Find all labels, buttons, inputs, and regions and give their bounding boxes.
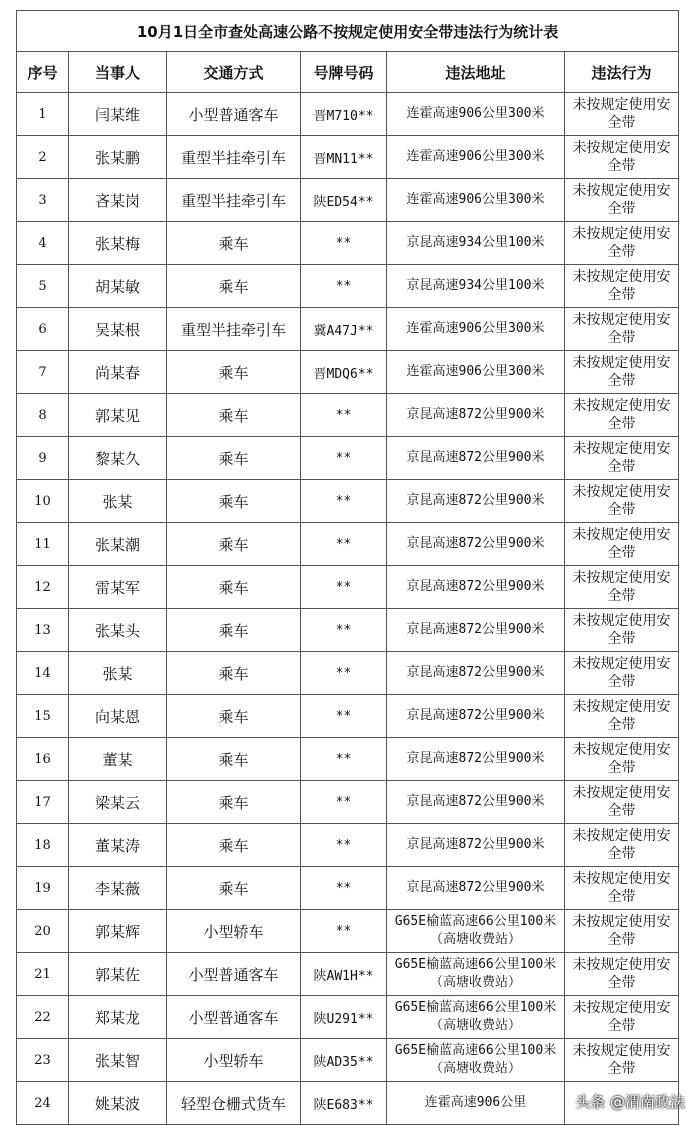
cell-party: 向某恩	[69, 695, 167, 738]
cell-mode: 小型轿车	[167, 1039, 301, 1082]
cell-plate: **	[301, 609, 387, 652]
cell-location: 连霍高速906公里300米	[387, 93, 565, 136]
cell-location: 京昆高速872公里900米	[387, 738, 565, 781]
cell-location: 京昆高速872公里900米	[387, 394, 565, 437]
cell-location: G65E榆蓝高速66公里100米（高塘收费站）	[387, 910, 565, 953]
cell-behavior: 未按规定使用安全带	[565, 351, 679, 394]
watermark: 头条 @渭南政法	[575, 1093, 685, 1111]
cell-behavior: 未按规定使用安全带	[565, 437, 679, 480]
cell-party: 李某薇	[69, 867, 167, 910]
cell-plate: **	[301, 222, 387, 265]
cell-index: 13	[17, 609, 69, 652]
table-row	[17, 1039, 679, 1082]
cell-mode: 乘车	[167, 609, 301, 652]
cell-plate: 晋MN11**	[301, 136, 387, 179]
table-row	[17, 652, 679, 695]
table-row	[17, 738, 679, 781]
cell-party: 董某涛	[69, 824, 167, 867]
cell-party: 胡某敏	[69, 265, 167, 308]
cell-behavior: 未按规定使用安全带	[565, 222, 679, 265]
cell-party: 张某	[69, 652, 167, 695]
cell-location: 京昆高速872公里900米	[387, 867, 565, 910]
cell-index: 3	[17, 179, 69, 222]
cell-mode: 轻型仓栅式货车	[167, 1082, 301, 1125]
cell-behavior: 未按规定使用安全带	[565, 695, 679, 738]
header-index: 序号	[17, 52, 69, 93]
header-row	[17, 52, 679, 93]
table-row	[17, 695, 679, 738]
cell-index: 24	[17, 1082, 69, 1125]
cell-index: 14	[17, 652, 69, 695]
violation-table	[16, 10, 679, 1125]
cell-index: 4	[17, 222, 69, 265]
cell-index: 6	[17, 308, 69, 351]
cell-plate: **	[301, 781, 387, 824]
header-mode: 交通方式	[167, 52, 301, 93]
cell-behavior: 未按规定使用安全带	[565, 93, 679, 136]
cell-mode: 乘车	[167, 394, 301, 437]
cell-behavior: 未按规定使用安全带	[565, 824, 679, 867]
cell-party: 姚某波	[69, 1082, 167, 1125]
cell-party: 张某头	[69, 609, 167, 652]
cell-plate: 陕AW1H**	[301, 953, 387, 996]
cell-plate: 陕E683**	[301, 1082, 387, 1125]
cell-plate: **	[301, 695, 387, 738]
cell-location: G65E榆蓝高速66公里100米（高塘收费站）	[387, 1039, 565, 1082]
cell-location: 京昆高速872公里900米	[387, 437, 565, 480]
table-row	[17, 953, 679, 996]
cell-behavior: 未按规定使用安全带	[565, 394, 679, 437]
cell-index: 11	[17, 523, 69, 566]
cell-location: 京昆高速872公里900米	[387, 695, 565, 738]
cell-index: 22	[17, 996, 69, 1039]
cell-location: 连霍高速906公里300米	[387, 136, 565, 179]
cell-mode: 乘车	[167, 480, 301, 523]
cell-mode: 乘车	[167, 437, 301, 480]
cell-index: 1	[17, 93, 69, 136]
cell-index: 2	[17, 136, 69, 179]
cell-location: 京昆高速872公里900米	[387, 480, 565, 523]
cell-location: 京昆高速872公里900米	[387, 566, 565, 609]
cell-index: 17	[17, 781, 69, 824]
table-row	[17, 523, 679, 566]
cell-plate: **	[301, 738, 387, 781]
cell-index: 18	[17, 824, 69, 867]
table-row	[17, 351, 679, 394]
cell-index: 23	[17, 1039, 69, 1082]
table-row	[17, 222, 679, 265]
cell-location: 连霍高速906公里	[387, 1082, 565, 1125]
cell-location: 京昆高速934公里100米	[387, 265, 565, 308]
table-row	[17, 867, 679, 910]
cell-mode: 乘车	[167, 265, 301, 308]
cell-behavior: 未按规定使用安全带	[565, 308, 679, 351]
cell-party: 吝某岗	[69, 179, 167, 222]
cell-index: 15	[17, 695, 69, 738]
cell-location: 京昆高速872公里900米	[387, 609, 565, 652]
cell-party: 张某鹏	[69, 136, 167, 179]
cell-plate: **	[301, 867, 387, 910]
cell-index: 12	[17, 566, 69, 609]
cell-party: 尚某春	[69, 351, 167, 394]
table-row	[17, 265, 679, 308]
table-row	[17, 566, 679, 609]
statistics-sheet	[16, 10, 678, 1125]
cell-mode: 乘车	[167, 351, 301, 394]
cell-party: 董某	[69, 738, 167, 781]
cell-mode: 乘车	[167, 566, 301, 609]
cell-plate: **	[301, 652, 387, 695]
cell-mode: 重型半挂牵引车	[167, 179, 301, 222]
cell-plate: **	[301, 824, 387, 867]
cell-plate: **	[301, 910, 387, 953]
cell-plate: 陕AD35**	[301, 1039, 387, 1082]
header-plate: 号牌号码	[301, 52, 387, 93]
table-row	[17, 996, 679, 1039]
cell-mode: 乘车	[167, 222, 301, 265]
cell-index: 8	[17, 394, 69, 437]
cell-party: 闫某维	[69, 93, 167, 136]
cell-behavior: 未按规定使用安全带	[565, 1039, 679, 1082]
cell-behavior: 未按规定使用安全带	[565, 265, 679, 308]
cell-index: 5	[17, 265, 69, 308]
cell-mode: 小型普通客车	[167, 996, 301, 1039]
cell-behavior: 未按规定使用安全带	[565, 996, 679, 1039]
cell-plate: **	[301, 523, 387, 566]
header-location: 违法地址	[387, 52, 565, 93]
table-row	[17, 781, 679, 824]
cell-index: 7	[17, 351, 69, 394]
cell-behavior: 未按规定使用安全带	[565, 867, 679, 910]
cell-mode: 乘车	[167, 824, 301, 867]
cell-mode: 乘车	[167, 738, 301, 781]
table-row	[17, 136, 679, 179]
cell-location: 连霍高速906公里300米	[387, 351, 565, 394]
cell-party: 张某梅	[69, 222, 167, 265]
cell-behavior: 未按规定使用安全带	[565, 480, 679, 523]
cell-index: 21	[17, 953, 69, 996]
table-row	[17, 437, 679, 480]
table-row	[17, 480, 679, 523]
cell-mode: 乘车	[167, 781, 301, 824]
header-party: 当事人	[69, 52, 167, 93]
cell-plate: 陕U291**	[301, 996, 387, 1039]
table-row	[17, 93, 679, 136]
cell-behavior: 未按规定使用安全带	[565, 523, 679, 566]
cell-plate: **	[301, 566, 387, 609]
cell-location: 连霍高速906公里300米	[387, 179, 565, 222]
cell-behavior: 未按规定使用安全带	[565, 738, 679, 781]
header-behavior: 违法行为	[565, 52, 679, 93]
table-row	[17, 394, 679, 437]
cell-plate: **	[301, 265, 387, 308]
cell-party: 黎某久	[69, 437, 167, 480]
cell-location: 京昆高速872公里900米	[387, 523, 565, 566]
cell-party: 吴某根	[69, 308, 167, 351]
cell-plate: 冀A47J**	[301, 308, 387, 351]
cell-location: 连霍高速906公里300米	[387, 308, 565, 351]
cell-index: 19	[17, 867, 69, 910]
cell-index: 10	[17, 480, 69, 523]
cell-index: 20	[17, 910, 69, 953]
cell-index: 9	[17, 437, 69, 480]
cell-location: G65E榆蓝高速66公里100米（高塘收费站）	[387, 996, 565, 1039]
cell-mode: 重型半挂牵引车	[167, 136, 301, 179]
cell-plate: **	[301, 394, 387, 437]
cell-party: 郭某辉	[69, 910, 167, 953]
cell-location: 京昆高速872公里900米	[387, 652, 565, 695]
cell-mode: 重型半挂牵引车	[167, 308, 301, 351]
cell-location: 京昆高速872公里900米	[387, 824, 565, 867]
cell-mode: 乘车	[167, 695, 301, 738]
cell-location: 京昆高速934公里100米	[387, 222, 565, 265]
cell-behavior: 未按规定使用安全带	[565, 566, 679, 609]
cell-behavior: 未按规定使用安全带	[565, 136, 679, 179]
cell-mode: 小型普通客车	[167, 953, 301, 996]
cell-behavior: 未按规定使用安全带	[565, 781, 679, 824]
cell-mode: 乘车	[167, 867, 301, 910]
table-body	[17, 93, 679, 1125]
table-row	[17, 308, 679, 351]
cell-party: 张某	[69, 480, 167, 523]
table-row	[17, 609, 679, 652]
table-title: 10月1日全市查处高速公路不按规定使用安全带违法行为统计表	[17, 11, 679, 52]
cell-party: 张某潮	[69, 523, 167, 566]
table-row	[17, 910, 679, 953]
cell-mode: 小型普通客车	[167, 93, 301, 136]
cell-plate: **	[301, 437, 387, 480]
cell-plate: 晋M710**	[301, 93, 387, 136]
cell-party: 雷某军	[69, 566, 167, 609]
cell-behavior: 未按规定使用安全带	[565, 609, 679, 652]
cell-party: 梁某云	[69, 781, 167, 824]
cell-mode: 乘车	[167, 523, 301, 566]
cell-behavior: 未按规定使用安全带	[565, 910, 679, 953]
table-row	[17, 824, 679, 867]
cell-party: 张某智	[69, 1039, 167, 1082]
cell-location: G65E榆蓝高速66公里100米（高塘收费站）	[387, 953, 565, 996]
cell-party: 郭某佐	[69, 953, 167, 996]
table-row	[17, 179, 679, 222]
cell-plate: **	[301, 480, 387, 523]
cell-mode: 乘车	[167, 652, 301, 695]
cell-behavior: 未按规定使用安全带	[565, 953, 679, 996]
cell-behavior: 未按规定使用安全带	[565, 179, 679, 222]
cell-party: 郑某龙	[69, 996, 167, 1039]
cell-plate: 陕ED54**	[301, 179, 387, 222]
cell-party: 郭某见	[69, 394, 167, 437]
cell-location: 京昆高速872公里900米	[387, 781, 565, 824]
cell-plate: 晋MDQ6**	[301, 351, 387, 394]
cell-mode: 小型轿车	[167, 910, 301, 953]
cell-behavior: 未按规定使用安全带	[565, 652, 679, 695]
cell-index: 16	[17, 738, 69, 781]
